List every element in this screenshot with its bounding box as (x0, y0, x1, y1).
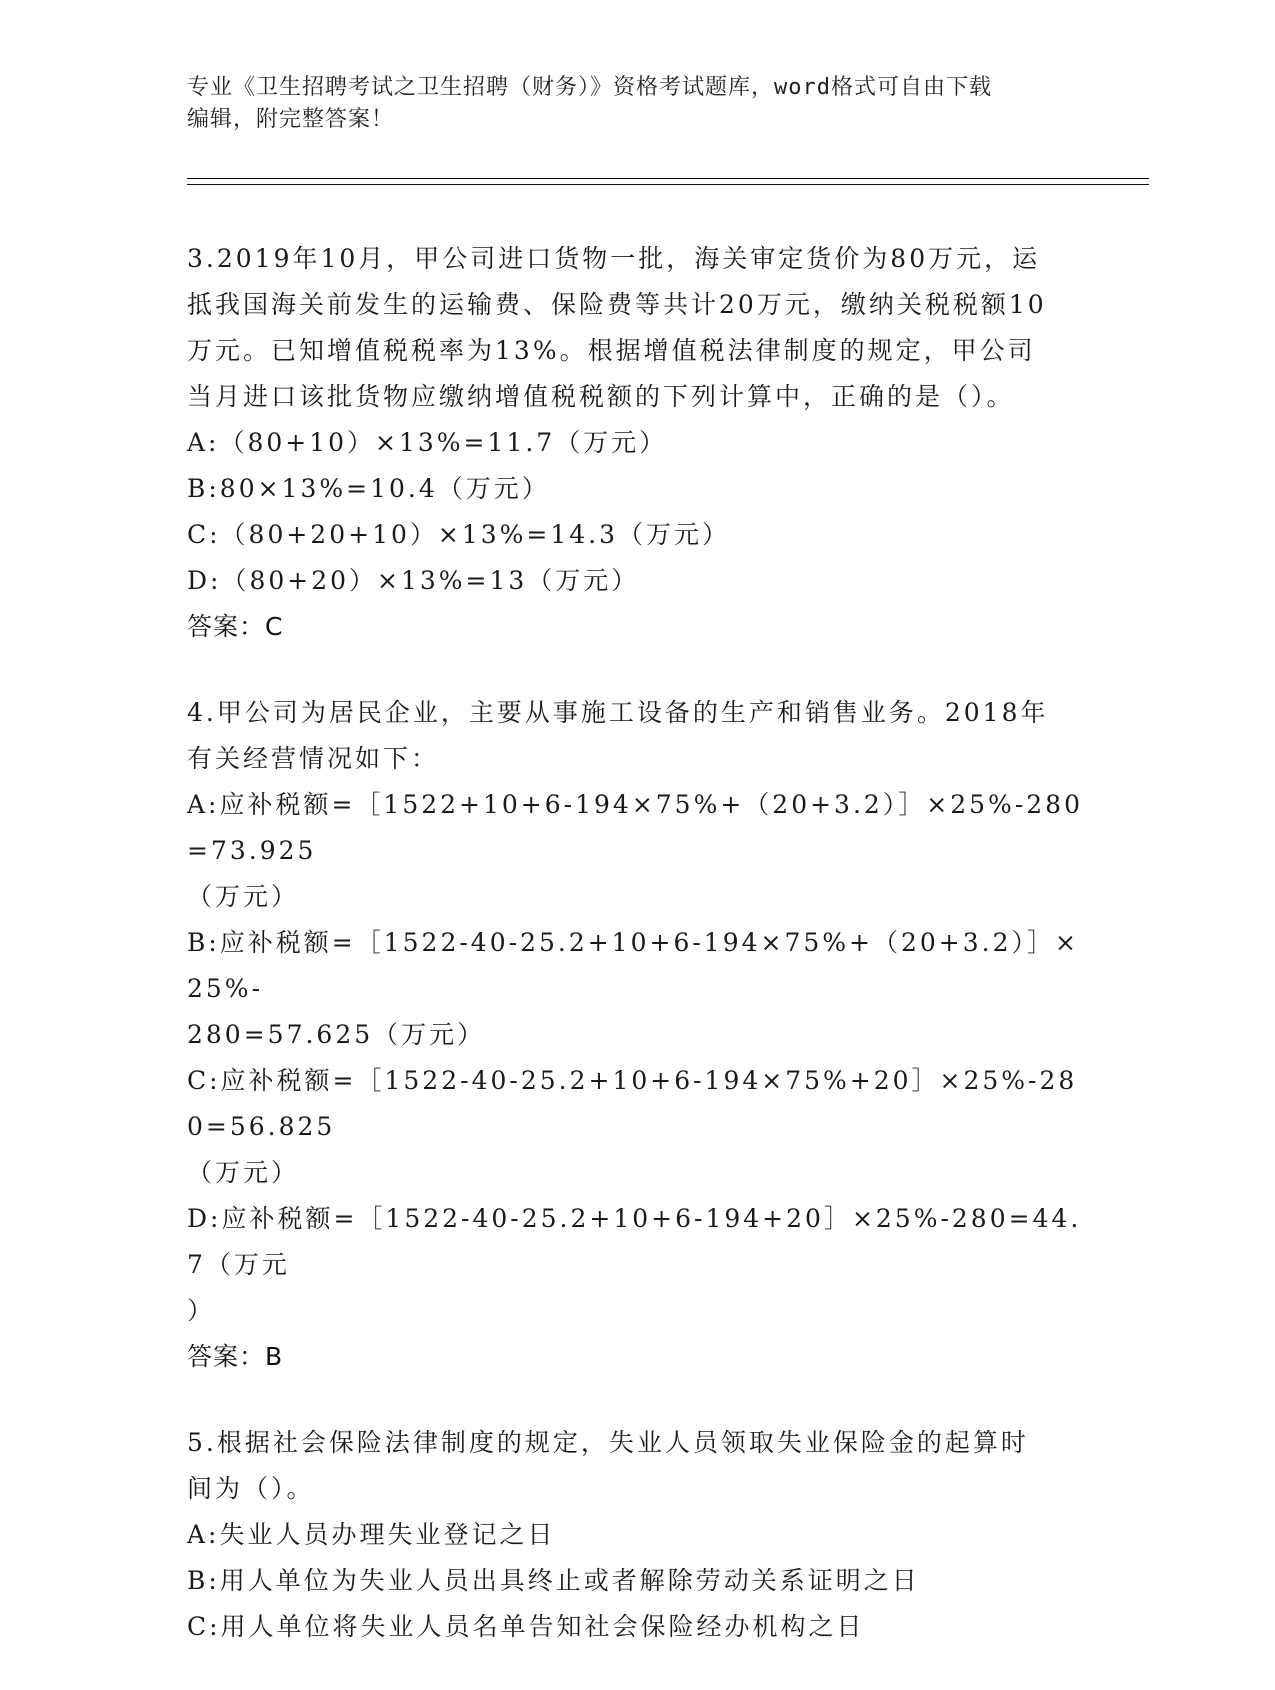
option-d: D:应补税额=［1522-40-25.2+10+6-194+20］×25%-280=44.7（万元 (187, 1204, 1082, 1279)
option-a: A:（80+10）×13%=11.7（万元） (187, 428, 668, 457)
option-c: C:用人单位将失业人员名单告知社会保险经办机构之日 (187, 1612, 865, 1641)
option-b: B:应补税额=［1522-40-25.2+10+6-194×75%+（20+3.2）］×25%- (187, 928, 1079, 1003)
answer-line: 答案：B (187, 1342, 284, 1371)
option-d: D:（80+20）×13%=13（万元） (187, 566, 640, 595)
question-4 (187, 690, 1087, 1380)
option-b: B:用人单位为失业人员出具终止或者解除劳动关系证明之日 (187, 1566, 920, 1595)
question-stem-line: 当月进口该批货物应缴纳增值税税额的下列计算中，正确的是（）。 (187, 382, 1015, 411)
header-line-2: 编辑，附完整答案！ (187, 107, 395, 132)
header-divider-bottom (187, 184, 1149, 185)
question-stem-line: 抵我国海关前发生的运输费、保险费等共计20万元，缴纳关税税额10 (187, 290, 1047, 319)
question-list (187, 236, 1087, 1690)
question-stem-line: 5.根据社会保险法律制度的规定，失业人员领取失业保险金的起算时 (187, 1428, 1029, 1457)
question-5 (187, 1420, 1087, 1650)
option-b-continued: 280=57.625（万元） (187, 1020, 486, 1049)
question-stem-line: 有关经营情况如下： (187, 744, 440, 773)
question-3 (187, 236, 1087, 650)
option-a: A:失业人员办理失业登记之日 (187, 1520, 556, 1549)
header-line-1: 专业《卫生招聘考试之卫生招聘（财务）》资格考试题库，word格式可自由下载 (187, 75, 992, 100)
document-header (187, 72, 1077, 136)
option-b: B:80×13%=10.4（万元） (187, 474, 550, 503)
option-a-continued: （万元） (187, 882, 300, 911)
header-divider-top (187, 178, 1149, 179)
question-stem-line: 间为（）。 (187, 1474, 315, 1503)
question-stem-line: 3.2019年10月，甲公司进口货物一批，海关审定货价为80万元，运 (187, 244, 1041, 273)
question-stem-line: 万元。已知增值税税率为13%。根据增值税法律制度的规定，甲公司 (187, 336, 1036, 365)
option-c: C:（80+20+10）×13%=14.3（万元） (187, 520, 731, 549)
option-c-continued: （万元） (187, 1158, 300, 1187)
option-d-continued: ） (187, 1296, 216, 1325)
answer-line: 答案：C (187, 612, 284, 641)
option-a: A:应补税额=［1522+10+6-194×75%+（20+3.2）］×25%-280=73.925 (187, 790, 1083, 865)
option-c: C:应补税额=［1522-40-25.2+10+6-194×75%+20］×25%-280=56.825 (187, 1066, 1078, 1141)
question-stem-line: 4.甲公司为居民企业，主要从事施工设备的生产和销售业务。2018年 (187, 698, 1049, 727)
